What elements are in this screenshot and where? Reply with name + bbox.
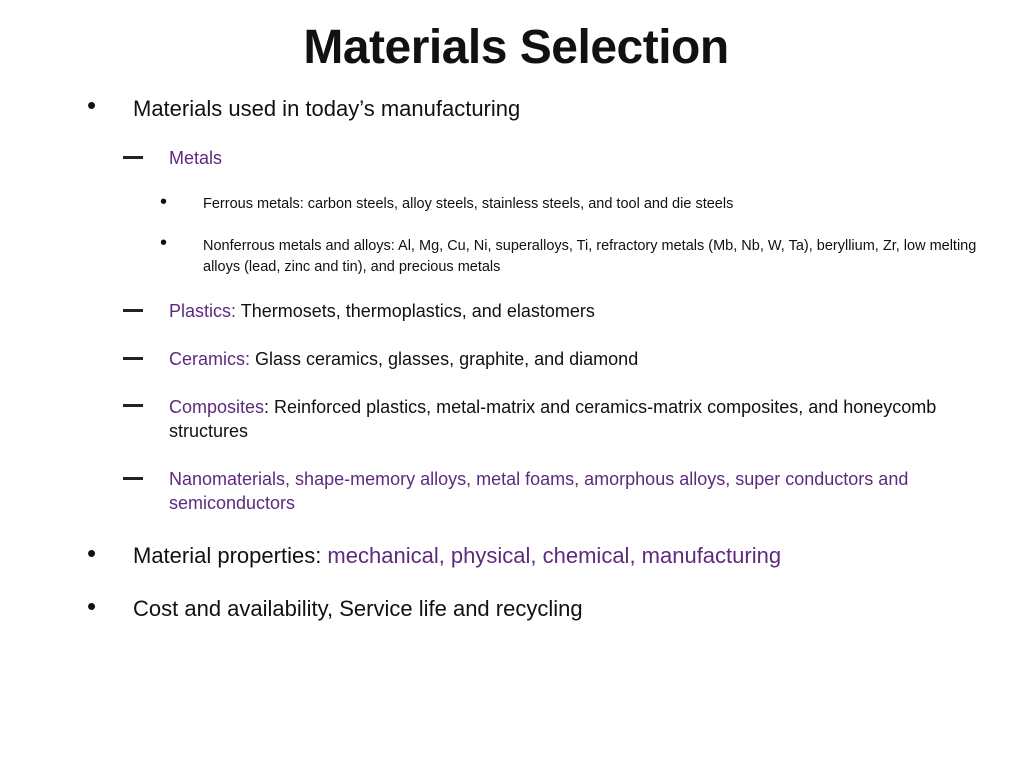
bullet-icon: •	[160, 191, 168, 213]
slide-title: Materials Selection	[303, 21, 729, 74]
dash-icon	[123, 156, 143, 159]
ceramics-text: Glass ceramics, glasses, graphite, and diamond	[250, 349, 639, 369]
metals-item: Metals	[169, 148, 223, 168]
bullet-icon: •	[87, 591, 97, 621]
bullet-icon: •	[160, 232, 168, 254]
dash-icon	[123, 309, 143, 312]
nonferrous-metals-item: Nonferrous metals and alloys: Al, Mg, Cu, Ni, superalloys, Ti, refractory metals (Mb, Nb, W, Ta), beryllium, Zr, low melting alloys (lead, zinc and tin), and precious metals	[203, 238, 977, 275]
dash-icon	[123, 357, 143, 360]
plastics-label: Plastics:	[169, 301, 237, 321]
composites-text: : Reinforced plastics, metal-matrix and ceramics-matrix composites, and honeycomb structures	[169, 397, 937, 441]
properties-text: mechanical, physical, chemical, manufacturing	[321, 543, 782, 568]
composites-item	[169, 395, 999, 443]
plastics-item	[169, 299, 999, 323]
ferrous-metals-item: Ferrous metals: carbon steels, alloy steels, stainless steels, and tool and die steels	[203, 196, 734, 212]
dash-icon	[123, 477, 143, 480]
plastics-text: Thermosets, thermoplastics, and elastomers	[236, 301, 595, 321]
properties-label: Material properties:	[133, 543, 322, 568]
ceramics-item	[169, 347, 999, 371]
bullet-icon: •	[87, 538, 97, 568]
material-properties-item	[133, 543, 781, 569]
composites-label: Composites	[169, 397, 265, 417]
ceramics-label: Ceramics:	[169, 349, 251, 369]
nanomaterials-item: Nanomaterials, shape-memory alloys, metal foams, amorphous alloys, super conductors and semiconductors	[169, 469, 909, 513]
cost-item: Cost and availability, Service life and recycling	[133, 596, 583, 621]
dash-icon	[123, 404, 143, 407]
materials-used-item: Materials used in today’s manufacturing	[133, 96, 521, 121]
bullet-icon: •	[87, 90, 97, 120]
